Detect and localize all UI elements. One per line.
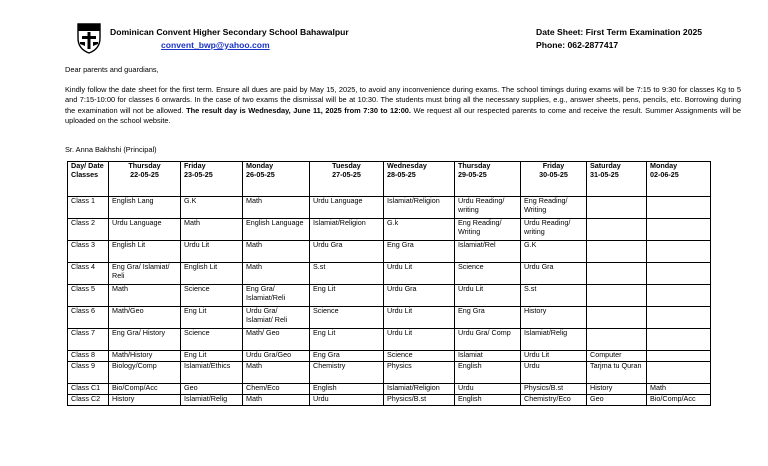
- principal-signature: Sr. Anna Bakhshi (Principal): [65, 145, 157, 154]
- subject-cell: Eng Gra/ Islamiat/Reli: [243, 285, 310, 307]
- subject-cell: Urdu Lit: [181, 241, 243, 263]
- header-day-label: Wednesday: [387, 161, 427, 170]
- subject-cell: Urdu Gra: [310, 241, 384, 263]
- class-name-cell: Class 6: [68, 307, 109, 329]
- header-day-4: [310, 162, 384, 197]
- subject-cell: Eng Gra/ History: [109, 329, 181, 351]
- subject-cell: [587, 219, 647, 241]
- subject-cell: Math: [647, 384, 711, 395]
- header-day-9: [647, 162, 711, 197]
- subject-cell: G.k: [384, 219, 455, 241]
- subject-cell: Urdu: [455, 384, 521, 395]
- subject-cell: Eng Lit: [181, 307, 243, 329]
- class-name-cell: Class 9: [68, 362, 109, 384]
- subject-cell: English Lang: [109, 197, 181, 219]
- subject-cell: Eng Reading/ Writing: [521, 197, 587, 219]
- result-day-notice: The result day is Wednesday, June 11, 2025 from 7:30 to 12:00.: [186, 105, 411, 115]
- subject-cell: [587, 263, 647, 285]
- subject-cell: Bio/Comp/Acc: [647, 395, 711, 406]
- header-date-label: 30-05-25: [539, 169, 568, 179]
- date-sheet-title: Date Sheet: First Term Examination 2025: [536, 27, 703, 37]
- header-date-label: 22-05-25: [130, 169, 159, 179]
- subject-cell: Math: [109, 285, 181, 307]
- subject-cell: [587, 307, 647, 329]
- subject-cell: Math: [243, 241, 310, 263]
- subject-cell: Geo: [181, 384, 243, 395]
- subject-cell: Urdu Lit: [384, 263, 455, 285]
- subject-cell: [647, 307, 711, 329]
- subject-cell: S.st: [521, 285, 587, 307]
- school-name: Dominican Convent Higher Secondary School Bahawalpur: [110, 27, 349, 37]
- subject-cell: [587, 197, 647, 219]
- subject-cell: Bio/Comp/Acc: [109, 384, 181, 395]
- subject-cell: [587, 241, 647, 263]
- schedule-body: [68, 197, 711, 406]
- subject-cell: [647, 351, 711, 362]
- subject-cell: [587, 329, 647, 351]
- header-day-label: Thursday: [458, 161, 491, 170]
- subject-cell: Islamiat/Religion: [384, 197, 455, 219]
- instructions-text-end: We request all our respected parents to come and receive the result. Summer Assignments will be uploaded on the school website.: [65, 105, 741, 126]
- subject-cell: Urdu Lit: [384, 307, 455, 329]
- subject-cell: Urdu Gra/ Comp: [455, 329, 521, 351]
- subject-cell: History: [587, 384, 647, 395]
- subject-cell: Math/ Geo: [243, 329, 310, 351]
- subject-cell: S.st: [310, 263, 384, 285]
- subject-cell: Urdu Gra: [521, 263, 587, 285]
- school-email-link[interactable]: convent_bwp@yahoo.com: [161, 40, 270, 50]
- subject-cell: G.K: [181, 197, 243, 219]
- subject-cell: Science: [310, 307, 384, 329]
- table-row: [68, 395, 711, 406]
- subject-cell: Math/Geo: [109, 307, 181, 329]
- school-crest-icon: [76, 22, 102, 54]
- header-day-5: [384, 162, 455, 197]
- class-name-cell: Class C2: [68, 395, 109, 406]
- subject-cell: Math/History: [109, 351, 181, 362]
- table-row: [68, 351, 711, 362]
- table-row: [68, 307, 711, 329]
- subject-cell: Math: [243, 395, 310, 406]
- header-date-label: 27-05-25: [332, 169, 361, 179]
- header-day-label: Monday: [650, 161, 678, 170]
- class-name-cell: Class 3: [68, 241, 109, 263]
- subject-cell: Islamiat/Religion: [310, 219, 384, 241]
- header-date-label: 31-05-25: [590, 169, 619, 179]
- subject-cell: Islamiat/Rel: [455, 241, 521, 263]
- header-day-date-classes: [68, 162, 109, 197]
- header-date-label: 29-05-25: [458, 169, 487, 179]
- greeting: Dear parents and guardians,: [65, 65, 159, 74]
- table-row: [68, 219, 711, 241]
- subject-cell: Computer: [587, 351, 647, 362]
- subject-cell: History: [109, 395, 181, 406]
- subject-cell: Eng Gra: [455, 307, 521, 329]
- header-day-label: Thursday: [128, 161, 161, 170]
- subject-cell: Islamiat: [455, 351, 521, 362]
- header-day-label: Saturday: [590, 161, 621, 170]
- header-day-label: Tuesday: [332, 161, 361, 170]
- subject-cell: Islamiat/Relig: [181, 395, 243, 406]
- subject-cell: English Lit: [109, 241, 181, 263]
- class-name-cell: Class 8: [68, 351, 109, 362]
- table-row: [68, 329, 711, 351]
- class-name-cell: Class 1: [68, 197, 109, 219]
- subject-cell: Urdu: [310, 395, 384, 406]
- subject-cell: Chemistry/Eco: [521, 395, 587, 406]
- subject-cell: Eng Lit: [310, 329, 384, 351]
- class-name-cell: Class 2: [68, 219, 109, 241]
- class-name-cell: Class 7: [68, 329, 109, 351]
- subject-cell: History: [521, 307, 587, 329]
- subject-cell: Eng Gra: [384, 241, 455, 263]
- header-date-label: 26-05-25: [246, 169, 275, 179]
- class-name-cell: Class 5: [68, 285, 109, 307]
- subject-cell: [647, 362, 711, 384]
- header-day-label: Day/ Date Classes: [71, 161, 104, 179]
- subject-cell: Islamiat/Relig: [521, 329, 587, 351]
- subject-cell: [647, 219, 711, 241]
- header-day-label: Friday: [542, 161, 565, 170]
- header-date-label: 23-05-25: [184, 169, 213, 179]
- class-name-cell: Class 4: [68, 263, 109, 285]
- subject-cell: Physics/B.st: [521, 384, 587, 395]
- table-row: [68, 197, 711, 219]
- table-row: [68, 241, 711, 263]
- header-date-label: 02-06-25: [650, 169, 679, 179]
- subject-cell: Urdu Gra: [384, 285, 455, 307]
- subject-cell: Chem/Eco: [243, 384, 310, 395]
- instructions-paragraph: [65, 85, 741, 127]
- subject-cell: Science: [384, 351, 455, 362]
- subject-cell: English: [455, 362, 521, 384]
- subject-cell: Chemistry: [310, 362, 384, 384]
- class-name-cell: Class C1: [68, 384, 109, 395]
- subject-cell: Math: [243, 263, 310, 285]
- subject-cell: [647, 263, 711, 285]
- subject-cell: Math: [243, 362, 310, 384]
- subject-cell: Urdu Lit: [521, 351, 587, 362]
- subject-cell: Science: [181, 329, 243, 351]
- subject-cell: Science: [455, 263, 521, 285]
- subject-cell: Urdu Gra/ Islamiat/ Reli: [243, 307, 310, 329]
- header-day-8: [587, 162, 647, 197]
- schedule-header: [68, 162, 711, 197]
- subject-cell: [647, 241, 711, 263]
- header-day-1: [109, 162, 181, 197]
- subject-cell: Urdu Reading/ writing: [455, 197, 521, 219]
- header-day-label: Friday: [184, 161, 206, 170]
- table-row: [68, 285, 711, 307]
- subject-cell: [587, 285, 647, 307]
- subject-cell: G.K: [521, 241, 587, 263]
- table-row: [68, 384, 711, 395]
- subject-cell: English: [310, 384, 384, 395]
- exam-schedule-table: [67, 161, 711, 406]
- header-day-2: [181, 162, 243, 197]
- subject-cell: Urdu Language: [109, 219, 181, 241]
- subject-cell: Eng Reading/ Writing: [455, 219, 521, 241]
- subject-cell: Tarjma tu Quran: [587, 362, 647, 384]
- subject-cell: Urdu Lit: [455, 285, 521, 307]
- subject-cell: Math: [243, 197, 310, 219]
- header-day-7: [521, 162, 587, 197]
- instructions-text: Kindly follow the date sheet for the first term. Ensure all dues are paid by May 15, 2025, to avoid any inconvenience during exams. The school timings during exams will be 7:15 to 9:30 for classes Kg to 5 and 7:15-10:00 for classes 6 onwards. In the case of two exams the dismissal will be at 10:30. The students must bring all the necessary supplies, e.g., answer sheets, pens, pencils, etc. Borrowing during the examination will not be allowed.: [65, 85, 741, 115]
- subject-cell: Urdu Reading/ writing: [521, 219, 587, 241]
- subject-cell: Eng Lit: [181, 351, 243, 362]
- subject-cell: Urdu Lit: [384, 329, 455, 351]
- subject-cell: Eng Gra/ Islamiat/ Reli: [109, 263, 181, 285]
- subject-cell: Islamiat/Religion: [384, 384, 455, 395]
- subject-cell: [647, 285, 711, 307]
- subject-cell: Urdu: [521, 362, 587, 384]
- subject-cell: [647, 197, 711, 219]
- subject-cell: Urdu Language: [310, 197, 384, 219]
- table-row: [68, 362, 711, 384]
- header-day-6: [455, 162, 521, 197]
- subject-cell: Math: [181, 219, 243, 241]
- subject-cell: Science: [181, 285, 243, 307]
- header-date-label: 28-05-25: [387, 169, 416, 179]
- header-day-label: Monday: [246, 161, 274, 170]
- subject-cell: Physics/B.st: [384, 395, 455, 406]
- subject-cell: English: [455, 395, 521, 406]
- subject-cell: Islamiat/Ethics: [181, 362, 243, 384]
- school-phone: Phone: 062-2877417: [536, 40, 619, 50]
- table-row: [68, 263, 711, 285]
- subject-cell: [647, 329, 711, 351]
- subject-cell: English Language: [243, 219, 310, 241]
- header-day-3: [243, 162, 310, 197]
- subject-cell: Geo: [587, 395, 647, 406]
- subject-cell: Eng Lit: [310, 285, 384, 307]
- subject-cell: Physics: [384, 362, 455, 384]
- subject-cell: Urdu Gra/Geo: [243, 351, 310, 362]
- subject-cell: Eng Gra: [310, 351, 384, 362]
- subject-cell: English Lit: [181, 263, 243, 285]
- subject-cell: Biology/Comp: [109, 362, 181, 384]
